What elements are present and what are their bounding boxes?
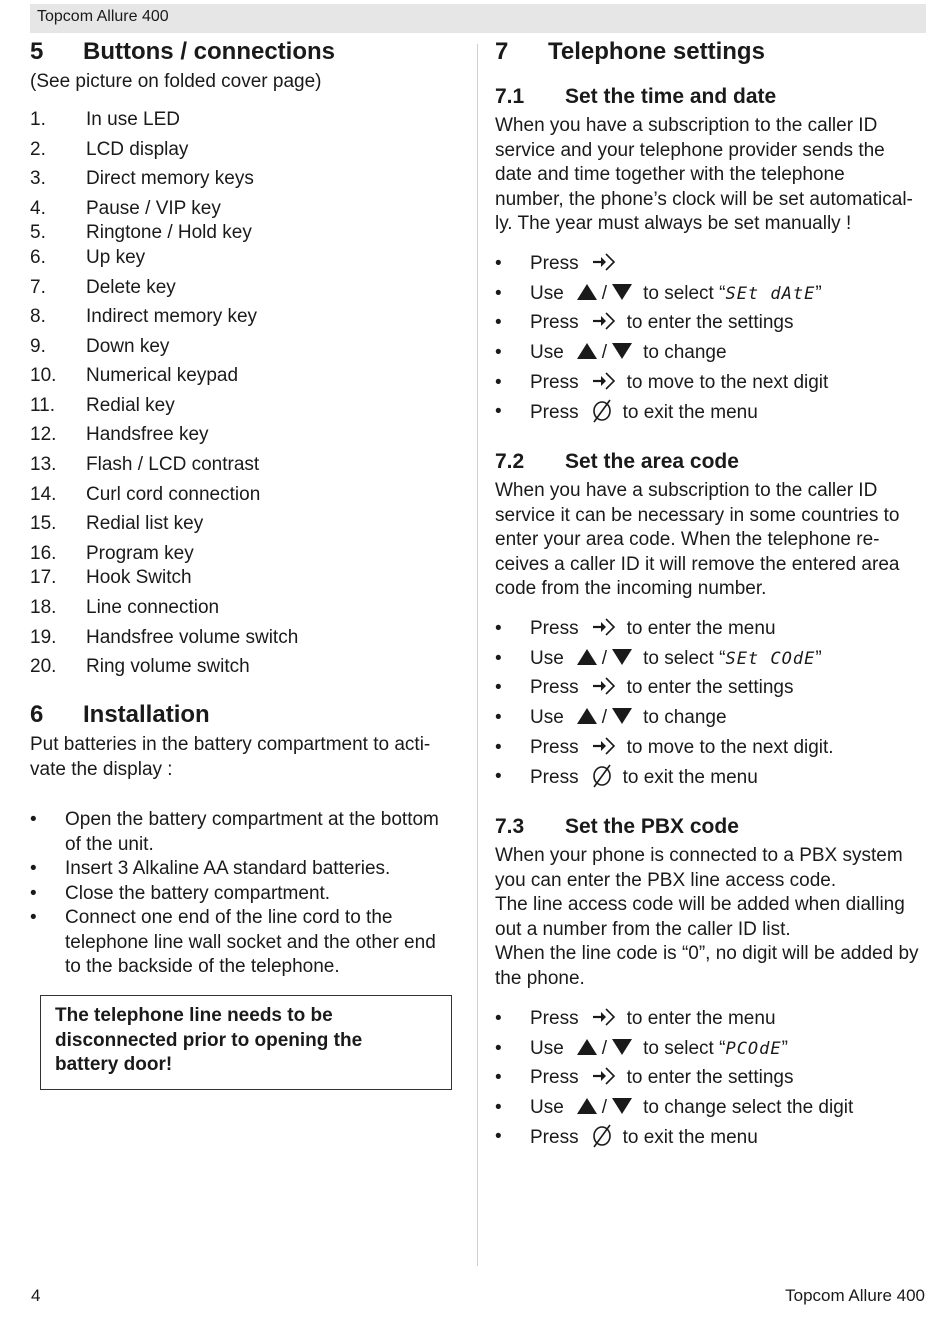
footer-title: Topcom Allure 400 <box>785 1286 925 1305</box>
step-line <box>530 1066 793 1091</box>
step-verb: Use <box>530 707 564 728</box>
step-line <box>530 736 834 761</box>
lcd-text: PCOdE <box>725 1039 782 1059</box>
step-text: to move to the next digit. <box>626 737 834 758</box>
list-item-number: 14. <box>30 484 57 505</box>
slash-separator: / <box>601 648 608 669</box>
page-header <box>30 4 926 33</box>
list-item-number: 16. <box>30 543 57 564</box>
list-item-number: 8. <box>30 306 46 327</box>
bullet-dot: • <box>495 707 502 728</box>
step-line <box>530 341 727 366</box>
menu-enter-icon <box>591 676 617 696</box>
step-text: ” <box>781 1038 788 1059</box>
step-line <box>530 647 822 672</box>
menu-enter-icon <box>591 1066 617 1086</box>
bullet-dot: • <box>495 1038 502 1059</box>
step-verb: Press <box>530 737 579 758</box>
list-item-number: 17. <box>30 567 57 588</box>
up-triangle-icon <box>576 342 598 360</box>
step-text: to change <box>643 707 727 728</box>
bullet-dot: • <box>30 858 37 879</box>
subsection-title: Set the PBX code <box>565 815 739 838</box>
bullet-dot: • <box>495 1126 502 1147</box>
list-item-label: Ring volume switch <box>86 656 250 677</box>
bullet-dot: • <box>495 342 502 363</box>
bullet-dot: • <box>495 283 502 304</box>
down-triangle-icon <box>611 707 633 725</box>
bullet-dot: • <box>30 809 37 830</box>
step-text: to enter the menu <box>626 618 776 639</box>
bullet-dot: • <box>495 1067 502 1088</box>
section-number: 5 <box>30 38 44 65</box>
section-7-2-paragraph: When you have a subscription to the caller ID service it can be necessary in some countries to enter your area code. When the telephone re- ceives a caller ID it will remove the entered area code from the incoming number. <box>495 480 900 600</box>
list-item-label: LCD display <box>86 139 189 160</box>
list-item-number: 6. <box>30 247 46 268</box>
menu-enter-icon <box>591 617 617 637</box>
step-verb: Press <box>530 372 579 393</box>
slash-separator: / <box>601 342 608 363</box>
step-line <box>530 765 758 791</box>
down-triangle-icon <box>611 283 633 301</box>
list-item-label: Direct memory keys <box>86 168 254 189</box>
slash-separator: / <box>601 1038 608 1059</box>
list-item-number: 10. <box>30 365 57 386</box>
menu-enter-icon <box>591 736 617 756</box>
bullet-dot: • <box>495 1097 502 1118</box>
list-item-label: Up key <box>86 247 146 268</box>
lcd-text: SEt COdE <box>725 649 816 669</box>
bullet-text: Open the battery compartment at the bottom of the unit. <box>65 809 439 855</box>
step-line <box>530 252 621 277</box>
step-verb: Press <box>530 1126 579 1148</box>
bullet-dot: • <box>30 883 37 904</box>
list-item-number: 20. <box>30 656 57 677</box>
section-number: 6 <box>30 701 44 728</box>
slash-separator: / <box>601 1097 608 1118</box>
step-text: to enter the settings <box>626 677 794 698</box>
step-verb: Press <box>530 766 579 788</box>
step-text: to exit the menu <box>622 1126 758 1148</box>
up-triangle-icon <box>576 648 598 666</box>
bullet-dot: • <box>495 312 502 333</box>
menu-enter-icon <box>591 252 617 272</box>
bullet-dot: • <box>495 766 502 787</box>
step-text: to move to the next digit <box>626 372 829 393</box>
list-item-number: 7. <box>30 277 46 298</box>
step-text: to exit the menu <box>622 401 758 423</box>
list-item-number: 11. <box>30 395 56 416</box>
list-item-label: Ringtone / Hold key <box>86 222 252 243</box>
section-7-1-paragraph: When you have a subscription to the caller ID service and your telephone provider sends the date and time together with the telephone number, the phone’s clock will be set automatical- ly. The year must always be set manually ! <box>495 115 913 235</box>
list-item-number: 12. <box>30 424 57 445</box>
lcd-text: SEt dAtE <box>725 284 816 304</box>
subsection-number: 7.1 <box>495 85 525 108</box>
bullet-dot: • <box>495 677 502 698</box>
menu-enter-icon <box>591 1007 617 1027</box>
step-text: to exit the menu <box>622 766 758 788</box>
step-text: to enter the settings <box>626 312 794 333</box>
down-triangle-icon <box>611 1038 633 1056</box>
section-title: Buttons / connections <box>83 38 335 65</box>
list-item-label: Delete key <box>86 277 176 298</box>
installation-intro: Put batteries in the battery compartment to acti- vate the display : <box>30 734 431 780</box>
step-verb: Use <box>530 342 564 363</box>
step-text: ” <box>815 283 822 304</box>
list-item-number: 1. <box>30 109 46 130</box>
warning-notice-box <box>40 995 452 1090</box>
subsection-title: Set the area code <box>565 450 739 473</box>
step-verb: Press <box>530 253 579 274</box>
list-item-label: Down key <box>86 336 170 357</box>
list-item-label: Indirect memory key <box>86 306 258 327</box>
list-item-label: Redial key <box>86 395 175 416</box>
section-7-3-paragraph: When your phone is connected to a PBX system you can enter the PBX line access code. The line access code will be added when dialling out a number from the caller ID list. When the line code is “0”, no digit will be added by the phone. <box>495 845 919 989</box>
column-divider <box>477 44 478 1266</box>
step-verb: Use <box>530 1038 564 1059</box>
list-item-number: 13. <box>30 454 57 475</box>
step-verb: Use <box>530 648 564 669</box>
step-line <box>530 676 793 701</box>
step-verb: Use <box>530 1097 564 1118</box>
list-item-label: Curl cord connection <box>86 484 261 505</box>
list-item-label: Pause / VIP key <box>86 198 221 219</box>
list-item-number: 15. <box>30 513 57 534</box>
step-verb: Press <box>530 1067 579 1088</box>
bullet-dot: • <box>495 618 502 639</box>
up-triangle-icon <box>576 707 598 725</box>
step-line <box>530 282 822 307</box>
list-item-number: 3. <box>30 168 46 189</box>
list-item-label: Redial list key <box>86 513 204 534</box>
step-text: to change <box>643 342 727 363</box>
exit-slash-icon <box>591 398 613 424</box>
exit-slash-icon <box>591 1123 613 1149</box>
list-item-label: In use LED <box>86 109 180 130</box>
slash-separator: / <box>601 283 608 304</box>
step-verb: Press <box>530 677 579 698</box>
up-triangle-icon <box>576 283 598 301</box>
step-line <box>530 1096 853 1121</box>
list-item-number: 4. <box>30 198 46 219</box>
step-text: to enter the settings <box>626 1067 794 1088</box>
step-line <box>530 706 727 731</box>
section-title: Installation <box>83 701 210 728</box>
section-5-subtitle: (See picture on folded cover page) <box>30 71 322 92</box>
list-item-label: Numerical keypad <box>86 365 239 386</box>
bullet-text: Close the battery compartment. <box>65 883 331 904</box>
step-line <box>530 1007 776 1032</box>
list-item-number: 5. <box>30 222 46 243</box>
step-text: to select “ <box>643 1038 726 1059</box>
subsection-number: 7.2 <box>495 450 525 473</box>
list-item-label: Hook Switch <box>86 567 192 588</box>
step-text: ” <box>815 648 822 669</box>
menu-enter-icon <box>591 371 617 391</box>
down-triangle-icon <box>611 342 633 360</box>
step-line <box>530 371 828 396</box>
step-line <box>530 1125 758 1151</box>
subsection-number: 7.3 <box>495 815 525 838</box>
step-text: to select “ <box>643 648 726 669</box>
bullet-dot: • <box>495 1008 502 1029</box>
bullet-dot: • <box>495 737 502 758</box>
bullet-dot: • <box>495 253 502 274</box>
list-item-label: Handsfree volume switch <box>86 627 299 648</box>
section-title: Telephone settings <box>548 38 765 65</box>
section-number: 7 <box>495 38 509 65</box>
list-item-label: Program key <box>86 543 194 564</box>
down-triangle-icon <box>611 1097 633 1115</box>
step-verb: Press <box>530 312 579 333</box>
list-item-label: Line connection <box>86 597 220 618</box>
bullet-dot: • <box>30 907 37 928</box>
subsection-title: Set the time and date <box>565 85 777 108</box>
step-line <box>530 311 793 336</box>
bullet-text: Connect one end of the line cord to the telephone line wall socket and the other end to the backside of the telephone. <box>65 907 436 978</box>
list-item-number: 19. <box>30 627 57 648</box>
page-number: 4 <box>31 1286 41 1305</box>
bullet-dot: • <box>495 648 502 669</box>
step-line <box>530 1037 788 1062</box>
step-text: to enter the menu <box>626 1008 776 1029</box>
exit-slash-icon <box>591 763 613 789</box>
list-item-number: 2. <box>30 139 46 160</box>
step-verb: Press <box>530 618 579 639</box>
step-verb: Press <box>530 1008 579 1029</box>
step-verb: Use <box>530 283 564 304</box>
list-item-number: 9. <box>30 336 46 357</box>
step-text: to select “ <box>643 283 726 304</box>
warning-notice-text: The telephone line needs to be disconnected prior to opening the battery door! <box>55 1005 363 1076</box>
step-verb: Press <box>530 401 579 423</box>
list-item-label: Flash / LCD contrast <box>86 454 260 475</box>
list-item-number: 18. <box>30 597 57 618</box>
down-triangle-icon <box>611 648 633 666</box>
menu-enter-icon <box>591 311 617 331</box>
up-triangle-icon <box>576 1097 598 1115</box>
slash-separator: / <box>601 707 608 728</box>
step-line <box>530 400 758 426</box>
header-title: Topcom Allure 400 <box>37 8 169 25</box>
bullet-dot: • <box>495 372 502 393</box>
step-line <box>530 617 776 642</box>
list-item-label: Handsfree key <box>86 424 209 445</box>
up-triangle-icon <box>576 1038 598 1056</box>
step-text: to change select the digit <box>643 1097 854 1118</box>
bullet-text: Insert 3 Alkaline AA standard batteries. <box>65 858 391 879</box>
bullet-dot: • <box>495 401 502 422</box>
